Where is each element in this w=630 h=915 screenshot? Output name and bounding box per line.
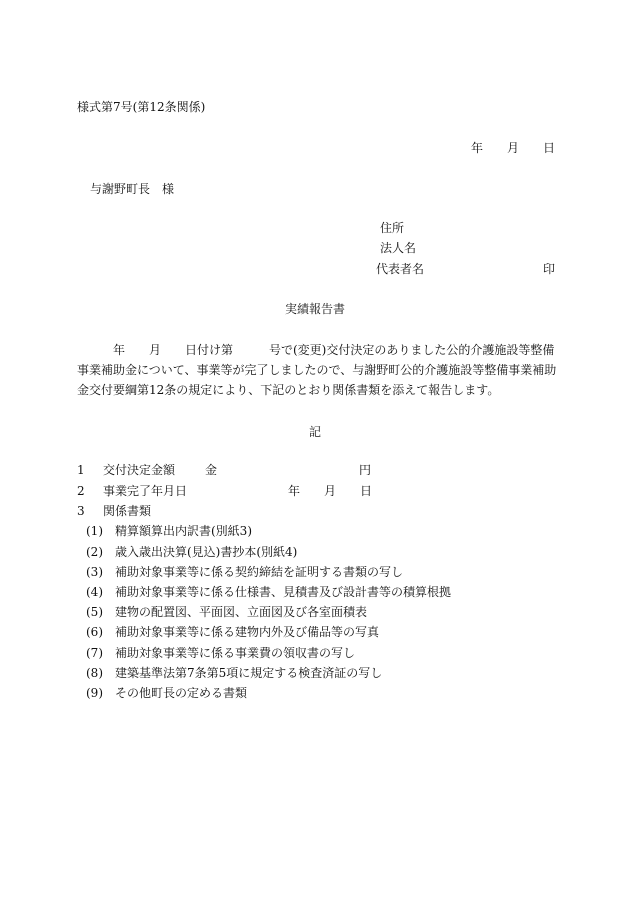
- item-1-label: 交付決定金額: [103, 463, 176, 477]
- body-line-3: 金交付要綱第12条の規定により、下記のとおり関係書類を添えて報告します。: [77, 383, 500, 397]
- document-list-number: (3): [86, 565, 103, 579]
- document-list-number: (5): [86, 605, 103, 619]
- item-3-label: 関係書類: [103, 504, 152, 518]
- item-2: [77, 485, 187, 497]
- document-list-item: [86, 546, 297, 558]
- document-list-item: [86, 667, 382, 679]
- item-3-number: 3: [77, 504, 85, 518]
- item-1-number: 1: [77, 463, 85, 477]
- document-list-number: (2): [86, 545, 103, 559]
- document-list-text: 建築基準法第7条第5項に規定する検査済証の写し: [115, 666, 383, 680]
- item-1-suffix: 円: [359, 463, 372, 477]
- document-list-text: 建物の配置図、平面図、立面図及び各室面積表: [115, 605, 368, 619]
- document-list-text: 補助対象事業等に係る契約締結を証明する書類の写し: [115, 565, 404, 579]
- document-list-number: (4): [86, 585, 103, 599]
- document-list-item: [86, 586, 451, 598]
- document-list-item: [86, 566, 403, 578]
- item-2-number: 2: [77, 484, 85, 498]
- document-list-number: (8): [86, 666, 103, 680]
- document-list-item: [86, 626, 379, 638]
- addressee: 与謝野町長 様: [90, 182, 175, 196]
- seal-mark: 印: [543, 262, 556, 276]
- date-line: 年 月 日: [470, 141, 555, 155]
- document-list-text: 歳入歳出決算(見込)書抄本(別紙4): [115, 545, 298, 559]
- item-1-prefix: 金: [205, 463, 218, 477]
- document-list-text: 補助対象事業等に係る事業費の領収書の写し: [115, 646, 356, 660]
- document-list-number: (1): [86, 524, 103, 538]
- document-title: 実績報告書: [284, 302, 345, 316]
- form-number: 様式第7号(第12条関係): [77, 100, 206, 114]
- document-list-number: (6): [86, 625, 103, 639]
- body-line-2: 事業補助金について、事業等が完了しましたので、与謝野町公的介護施設等整備事業補助: [77, 363, 557, 377]
- item-3: [77, 505, 151, 517]
- document-list-item: [86, 647, 355, 659]
- document-list-number: (7): [86, 646, 103, 660]
- document-list-text: 補助対象事業等に係る仕様書、見積書及び設計書等の積算根拠: [115, 585, 452, 599]
- document-list-text: 精算額算出内訳書(別紙3): [115, 524, 252, 538]
- body-line-1: 年 月 日付け第 号で(変更)交付決定のありました公的介護施設等整備: [113, 343, 555, 357]
- document-list-item: [86, 606, 367, 618]
- document-list-item: [86, 687, 247, 699]
- document-list-number: (9): [86, 686, 103, 700]
- representative-label: 代表者名: [376, 262, 425, 276]
- document-list-text: その他町長の定める書類: [115, 686, 248, 700]
- item-2-label: 事業完了年月日: [103, 484, 188, 498]
- document-list-item: [86, 525, 252, 537]
- ki-heading: 記: [308, 425, 321, 439]
- item-2-date: 年 月 日: [288, 484, 373, 498]
- item-1: [77, 464, 175, 476]
- corp-name-label: 法人名: [380, 241, 417, 255]
- address-label: 住所: [380, 221, 405, 235]
- document-list-text: 補助対象事業等に係る建物内外及び備品等の写真: [115, 625, 380, 639]
